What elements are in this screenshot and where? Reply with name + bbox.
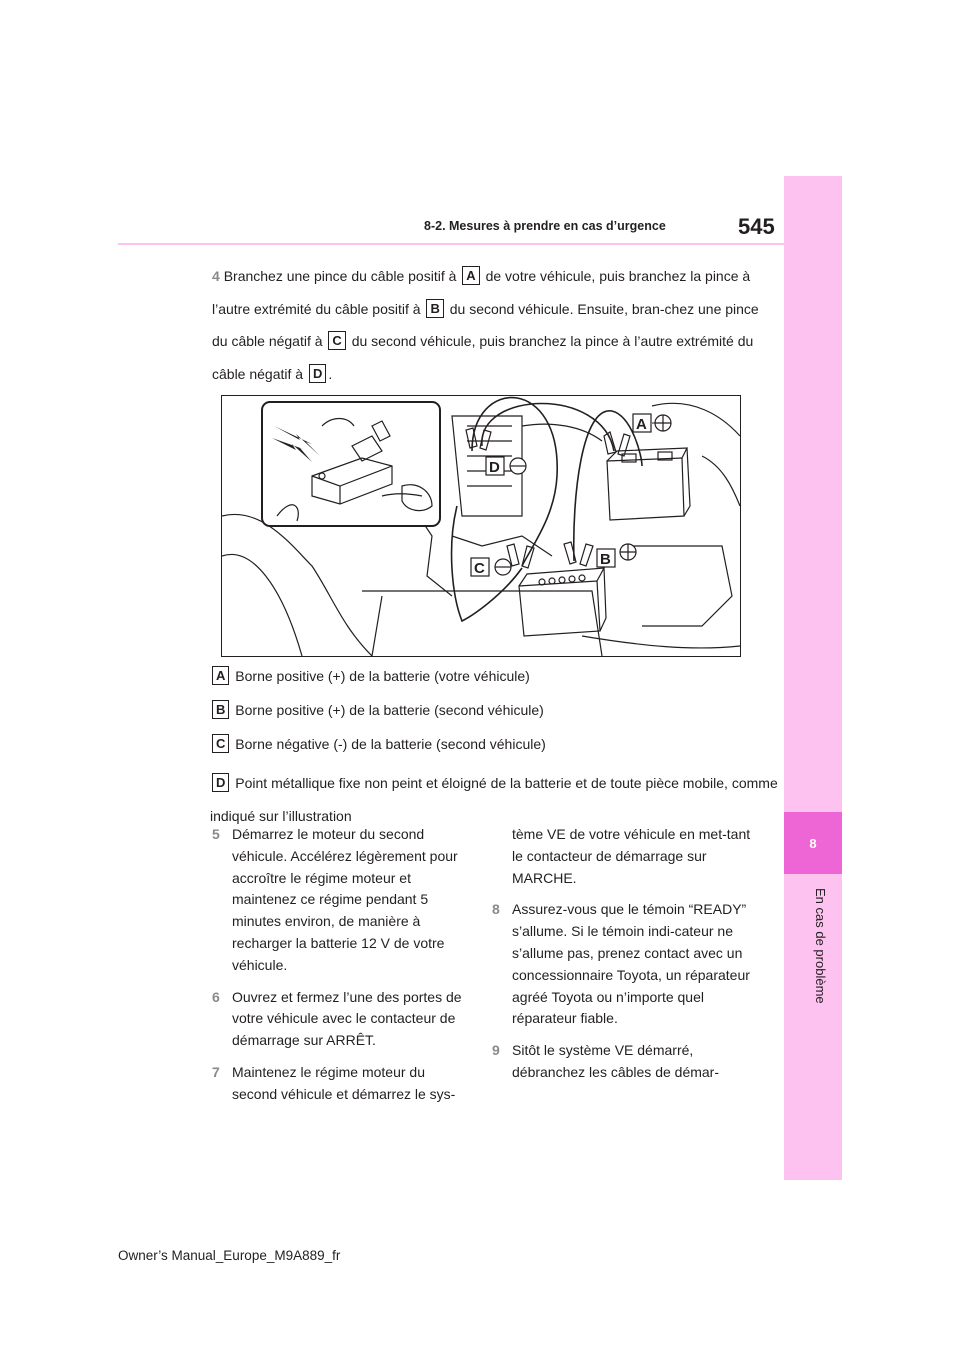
label-box-d: D (309, 364, 326, 383)
legend-item (210, 733, 780, 767)
step-number: 8 (492, 901, 500, 918)
chapter-number: 8 (809, 836, 817, 851)
label-box-b: B (426, 299, 443, 318)
chapter-side-tab (784, 176, 842, 1180)
label-box-c: C (328, 331, 345, 350)
step-text: du second véhicule, puis branchez la pince à l’autre extrémité du câble négatif à (212, 333, 754, 382)
jump-start-illustration (221, 395, 741, 657)
legend-item (210, 665, 780, 699)
engine-bay-drawing (222, 396, 740, 656)
step-text: Sitôt le système VE démarré, débranchez les câbles de démar- (512, 1042, 720, 1080)
step-number: 9 (492, 1042, 500, 1059)
label-box-a: A (462, 266, 479, 285)
figure-label-b: B (600, 551, 611, 568)
step-text: Maintenez le régime moteur du second véhicule et démarrez le sys- (232, 1063, 456, 1102)
legend-text: Borne négative (-) de la batterie (second véhicule) (235, 736, 546, 752)
step-number: 5 (212, 826, 220, 842)
figure-label-c: C (474, 560, 485, 577)
step-text: Démarrez le moteur du second véhicule. Accélérez légèrement pour accroître le régime moteur et maintenez ce régime pendant 5 minutes environ, de manière à recharger la batterie 12 V de votre véhicule. (232, 826, 458, 973)
step-number: 4 (212, 268, 220, 284)
right-column (492, 824, 754, 1094)
step-number: 6 (212, 988, 220, 1005)
step-text: . (328, 365, 333, 382)
step-number: 7 (212, 1063, 220, 1080)
figure-legend (210, 665, 780, 824)
step-text: de votre véhicule, puis branchez la pince à l’autre extrémité du câble positif à (212, 268, 751, 317)
legend-key: B (212, 700, 229, 719)
legend-text: Borne positive (+) de la batterie (votre véhicule) (235, 668, 530, 684)
legend-text: Point métallique fixe non peint et éloigné de la batterie et de toute pièce mobile, comme indiqué sur l’illustration (210, 775, 778, 824)
left-column (212, 824, 464, 1116)
step-7-continued (492, 824, 754, 889)
legend-text: Borne positive (+) de la batterie (second véhicule) (235, 702, 544, 718)
legend-key: C (212, 734, 229, 753)
step-text: Ouvrez et fermez l’une des portes de votre véhicule avec le contacteur de démarrage sur ARRÊT. (232, 988, 462, 1049)
step-5 (212, 824, 464, 977)
step-7 (212, 1062, 464, 1106)
legend-key: A (212, 666, 229, 685)
header-rule (118, 243, 784, 245)
step-8 (492, 899, 754, 1030)
footer-manual-id: Owner’s Manual_Europe_M9A889_fr (118, 1248, 341, 1263)
figure-label-d: D (489, 459, 500, 476)
legend-item (210, 767, 780, 824)
figure-label-a: A (636, 416, 647, 433)
page-number: 545 (738, 214, 775, 239)
section-title: 8-2. Mesures à prendre en cas d’urgence (424, 219, 666, 233)
step-9 (492, 1040, 754, 1084)
step-6 (212, 987, 464, 1052)
legend-item (210, 699, 780, 733)
step-text: Assurez-vous que le témoin “READY” s’allume. Si le témoin indi-cateur ne s’allume pas, prenez contact avec un concessionnaire Toyota, un réparateur agréé Toyota ou n’importe quel réparateur fiable. (512, 901, 750, 1027)
step-text: tème VE de votre véhicule en met-tant le contacteur de démarrage sur MARCHE. (512, 826, 751, 886)
step-4 (212, 260, 772, 390)
chapter-label: En cas de problème (813, 888, 828, 1004)
step-text: Branchez une pince du câble positif à (223, 268, 457, 284)
legend-key: D (212, 773, 229, 792)
step-text: du second véhicule. Ensuite, bran-chez une pince du câble négatif à (212, 300, 759, 349)
